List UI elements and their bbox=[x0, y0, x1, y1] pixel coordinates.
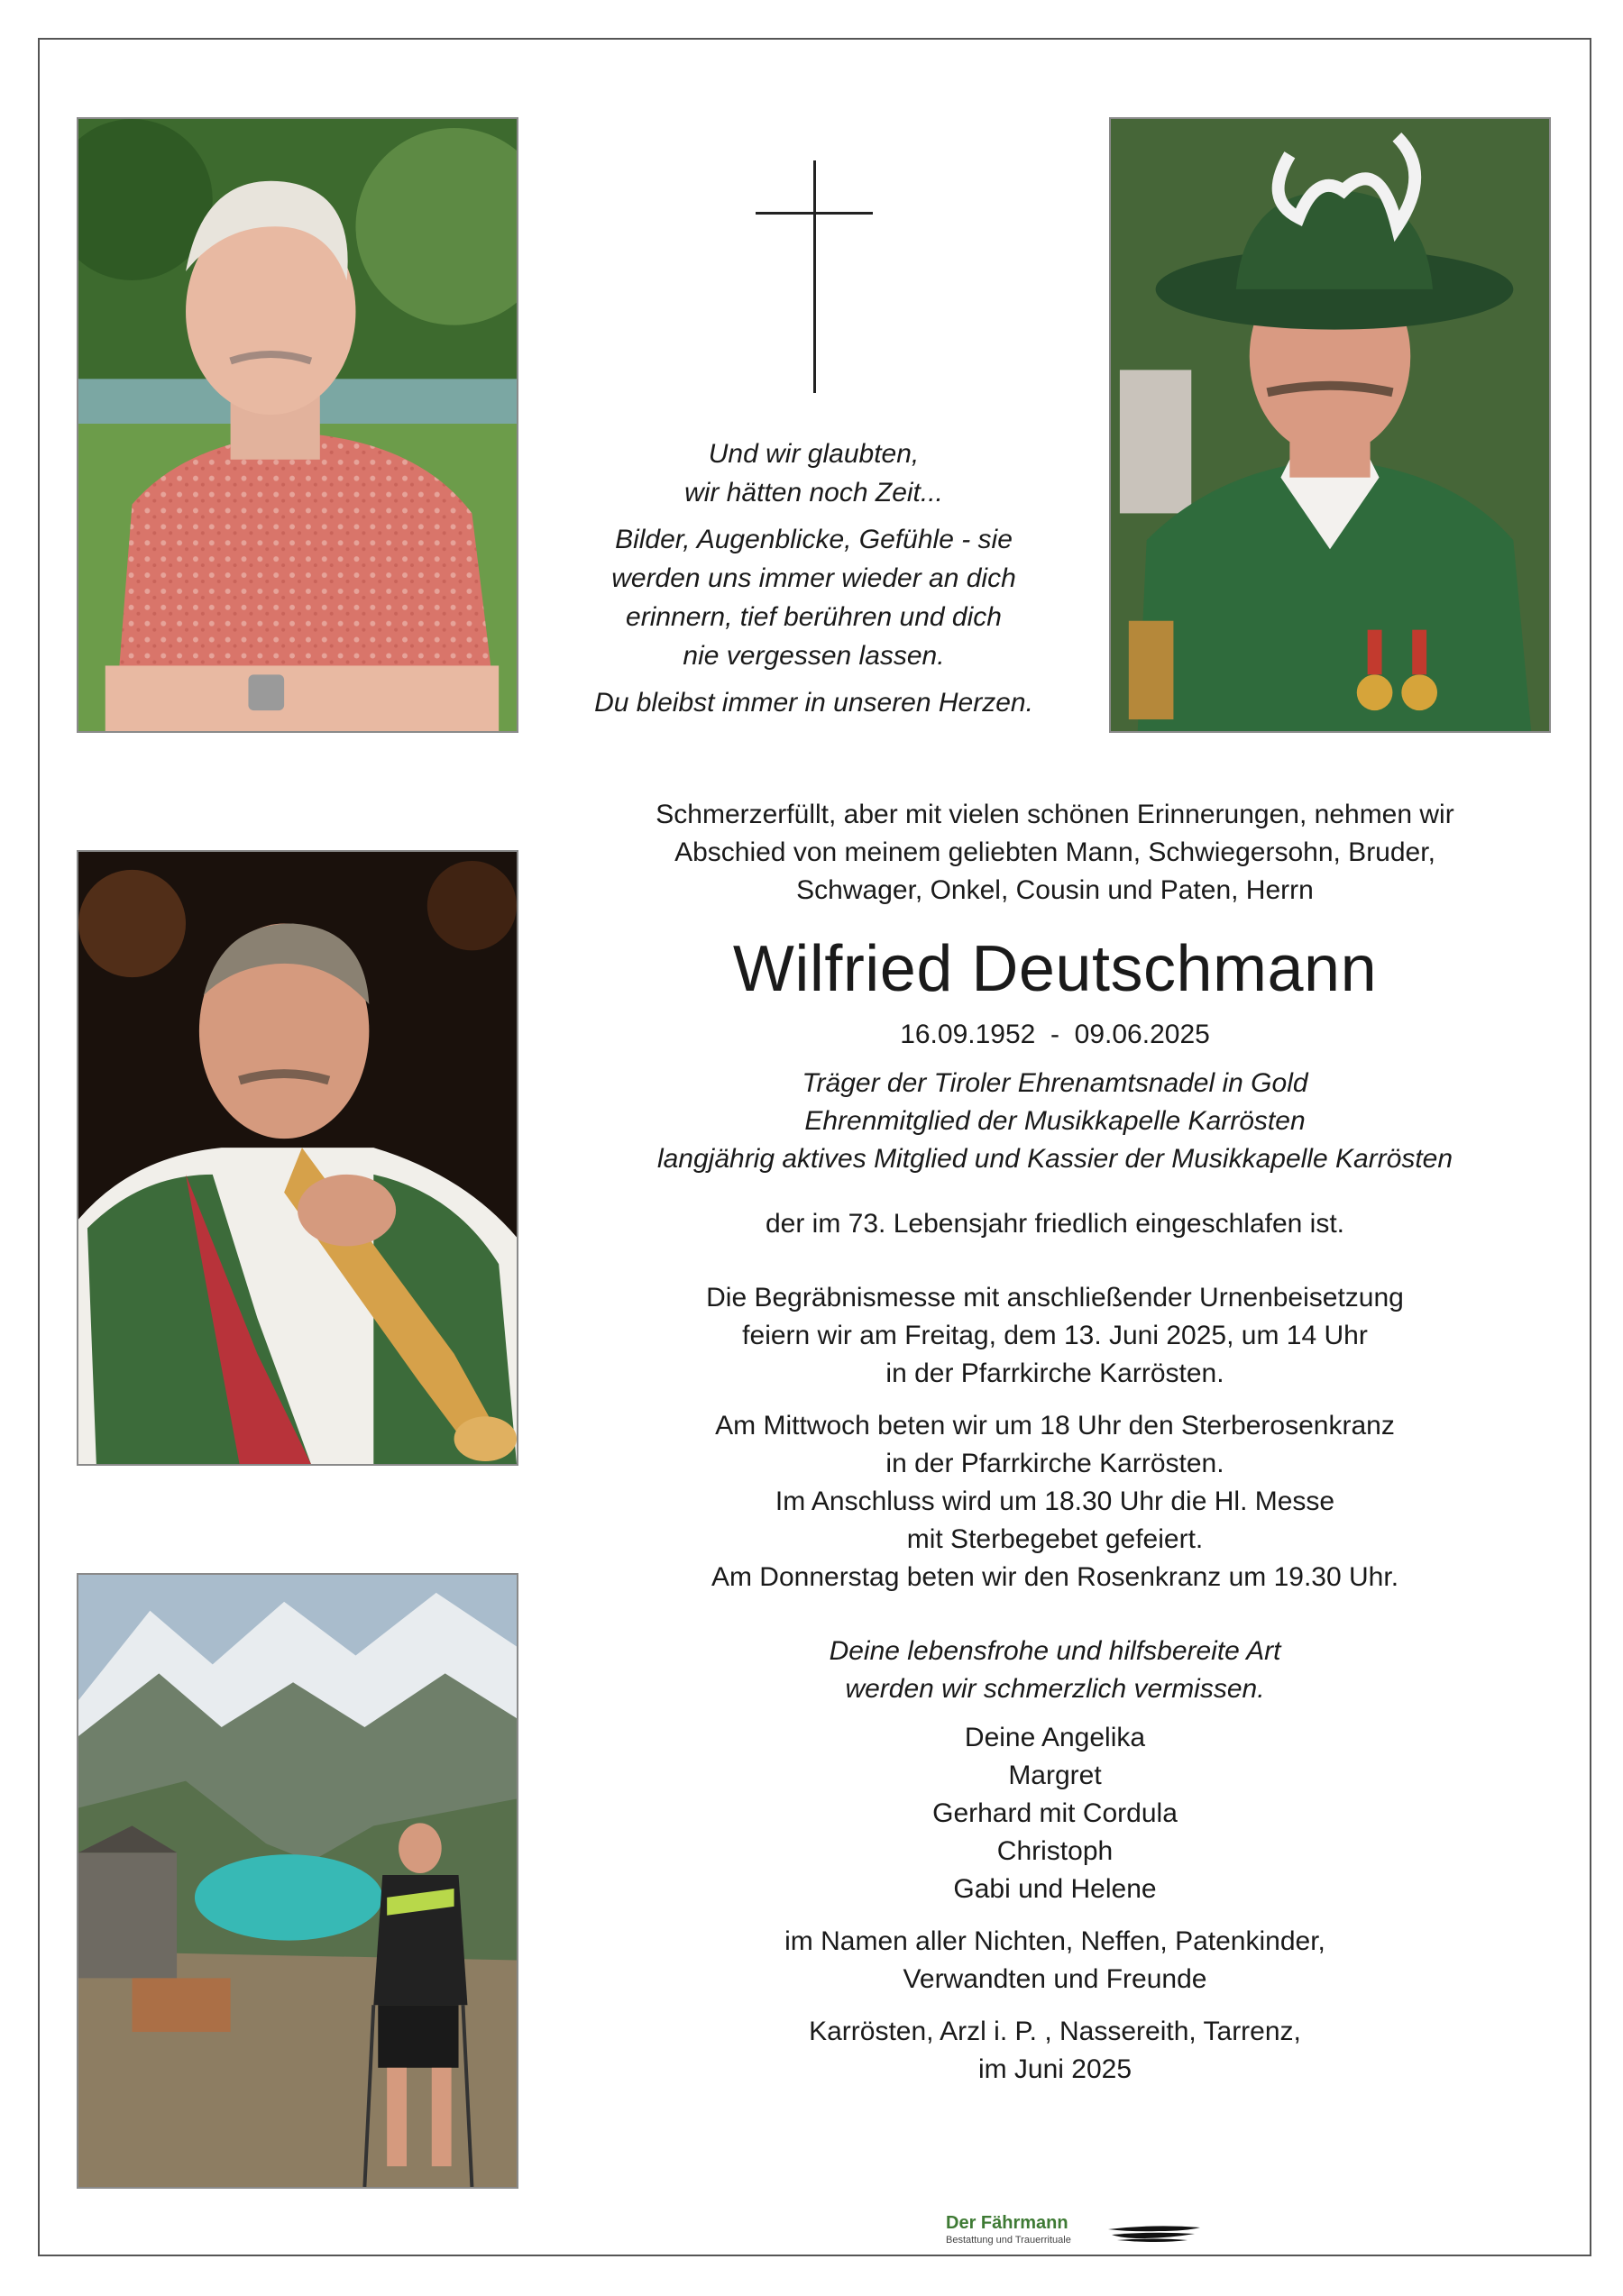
honors bbox=[559, 1065, 1551, 1178]
farewell-text bbox=[559, 1633, 1551, 1708]
family-member: Gerhard mit Cordula bbox=[932, 1798, 1178, 1828]
prayer-line: Am Donnerstag beten wir den Rosenkranz um 19.30 Uhr. bbox=[711, 1562, 1399, 1592]
funeral-line: feiern wir am Freitag, dem 13. Juni 2025, um 14 Uhr bbox=[742, 1321, 1368, 1350]
family-member: Christoph bbox=[996, 1836, 1114, 1866]
cross-icon bbox=[756, 160, 873, 395]
intro-text bbox=[559, 796, 1551, 910]
poem-line: Bilder, Augenblicke, Gefühle - sie bbox=[615, 525, 1013, 554]
intro-line: Schwager, Onkel, Cousin und Paten, Herrn bbox=[796, 875, 1314, 905]
relatives-line: im Namen aller Nichten, Neffen, Patenkinder, bbox=[784, 1926, 1325, 1956]
family-member: Deine Angelika bbox=[964, 1723, 1146, 1752]
photo-mountain-hiker bbox=[77, 1573, 518, 2189]
deceased-name: Wilfried Deutschmann bbox=[732, 933, 1378, 1005]
photo-trumpet-player bbox=[77, 850, 518, 1466]
intro-line: Schmerzerfüllt, aber mit vielen schönen Erinnerungen, nehmen wir bbox=[656, 800, 1454, 829]
prayer-line: Am Mittwoch beten wir um 18 Uhr den Sterberosenkranz bbox=[715, 1411, 1395, 1441]
prayer-line: in der Pfarrkirche Karrösten. bbox=[885, 1449, 1224, 1478]
boat-icon bbox=[1105, 2220, 1204, 2247]
life-dates: 16.09.1952 - 09.06.2025 bbox=[900, 1020, 1210, 1049]
portrait-photo-red-shirt bbox=[77, 117, 518, 733]
poem-line: Und wir glaubten, bbox=[708, 439, 920, 469]
honor-line: Ehrenmitglied der Musikkapelle Karrösten bbox=[804, 1106, 1306, 1136]
family-list bbox=[559, 1719, 1551, 1908]
memorial-poem bbox=[541, 435, 1087, 730]
family-member: Margret bbox=[1008, 1761, 1102, 1790]
family-member: Gabi und Helene bbox=[953, 1874, 1157, 1904]
relatives-line: Verwandten und Freunde bbox=[903, 1964, 1207, 1994]
honor-line: langjährig aktives Mitglied und Kassier der Musikkapelle Karrösten bbox=[656, 1144, 1453, 1174]
age-line: der im 73. Lebensjahr friedlich eingeschlafen ist. bbox=[765, 1209, 1345, 1239]
funeral-line: Die Begräbnismesse mit anschließender Urnenbeisetzung bbox=[706, 1283, 1404, 1313]
honor-line: Träger der Tiroler Ehrenamtsnadel in Gold bbox=[802, 1068, 1308, 1098]
funeral-line: in der Pfarrkirche Karrösten. bbox=[885, 1358, 1224, 1388]
funeral-info bbox=[559, 1279, 1551, 1393]
places-date bbox=[559, 2013, 1551, 2089]
portrait-photo-tracht-hat bbox=[1109, 117, 1551, 733]
logo-subtitle: Bestattung und Trauerrituale bbox=[946, 2235, 1071, 2246]
prayer-line: mit Sterbegebet gefeiert. bbox=[906, 1524, 1204, 1554]
poem-line: nie vergessen lassen. bbox=[683, 641, 945, 671]
places-line: Karrösten, Arzl i. P. , Nassereith, Tarrenz, bbox=[809, 2017, 1301, 2046]
poem-line: werden uns immer wieder an dich bbox=[611, 563, 1016, 593]
farewell-line: Deine lebensfrohe und hilfsbereite Art bbox=[829, 1636, 1281, 1666]
relatives-text bbox=[559, 1923, 1551, 1999]
poem-line: erinnern, tief berühren und dich bbox=[626, 602, 1002, 632]
prayer-line: Im Anschluss wird um 18.30 Uhr die Hl. Messe bbox=[775, 1486, 1335, 1516]
prayer-info bbox=[559, 1407, 1551, 1596]
intro-line: Abschied von meinem geliebten Mann, Schwiegersohn, Bruder, bbox=[674, 837, 1435, 867]
farewell-line: werden wir schmerzlich vermissen. bbox=[845, 1674, 1265, 1704]
funeral-home-logo bbox=[942, 2213, 1213, 2258]
poem-line: Du bleibst immer in unseren Herzen. bbox=[594, 688, 1033, 718]
poem-line: wir hätten noch Zeit... bbox=[684, 478, 943, 508]
obituary-main-text bbox=[559, 796, 1551, 2089]
places-line: im Juni 2025 bbox=[977, 2054, 1132, 2084]
logo-brand-text: Der Fährmann bbox=[946, 2213, 1068, 2233]
